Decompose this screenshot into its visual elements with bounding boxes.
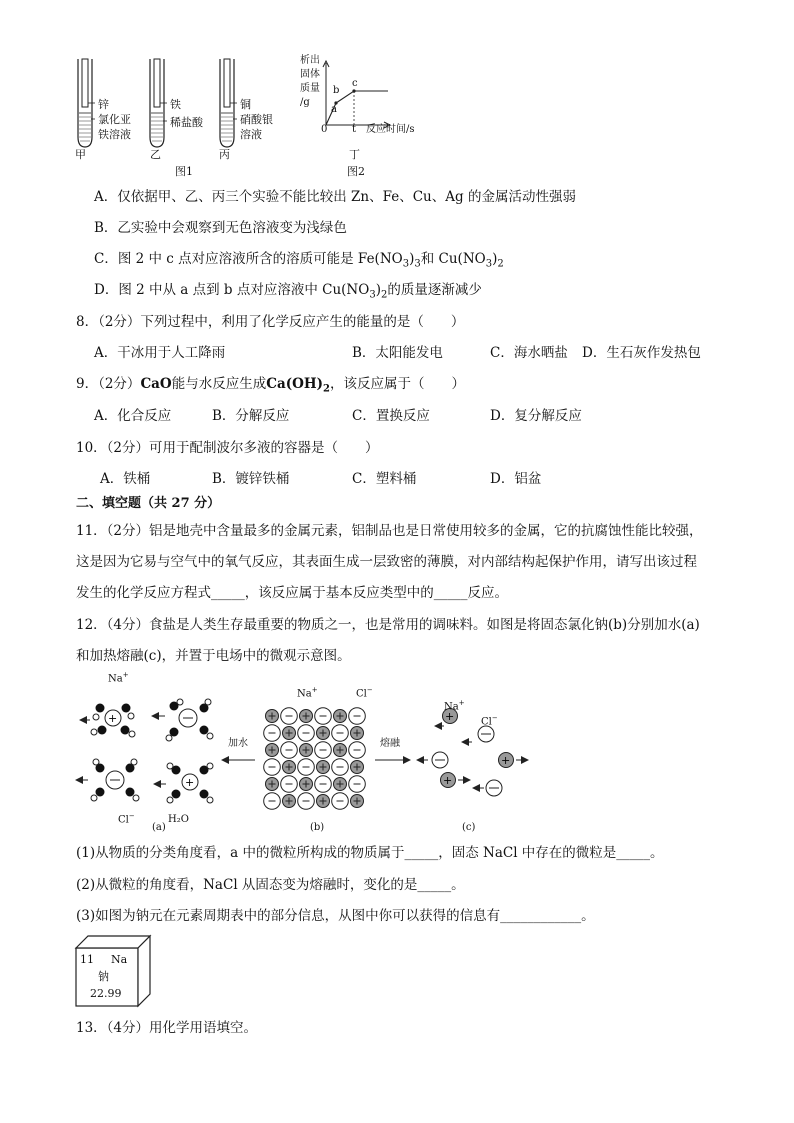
panel-a-hydrated-ions [76,699,213,803]
q11-line-3: 发生的化学反应方程式_____，该反应属于基本反应类型中的_____反应。 [76,585,508,601]
fig2-caption: 图2 [347,165,365,178]
q8-option-b: B．太阳能发电 [352,345,443,361]
q10-stem: 10．（2分）可用于配制波尔多液的容器是（ ） [76,440,379,456]
tube-bing-label-1: 铜 [240,98,251,111]
graph-t-label: t [352,124,357,135]
q7-option-c: C．图 2 中 c 点对应溶液所含的溶质可能是 $Fe(NO_3)_3$和 $Cu(NO_3)_2$ [94,251,504,270]
q12-line-2: 和加热熔融(c)，并置于电场中的微观示意图。 [76,648,351,664]
tube-bing-name: 丙 [219,148,230,161]
graph-point-c: c [352,78,358,89]
fig-c-na-label: Na+ [444,699,465,713]
fig-a-na-label: Na+ [108,671,129,685]
graph-point-b: b [333,85,340,96]
fig-b-na-label: Na+ [297,686,318,700]
q12-sub-3: (3)如图为钠元在元素周期表中的部分信息，从图中你可以获得的信息有____________。 [76,908,595,924]
fig-a-caption: (a) [152,822,166,833]
q8-option-d: D．生石灰作发热包 [582,345,701,361]
svg-text:+: + [185,776,195,789]
svg-text:+: + [501,754,511,767]
fig-b-caption: (b) [310,822,325,833]
test-tube-jia [78,59,95,147]
tube-bing-label-2: 硝酸银 [240,113,273,126]
graph-point-a: a [331,104,337,115]
tube-bing-label-3: 溶液 [240,128,262,141]
q9-stem: 9．（2分）CaO能与水反应生成$Ca(OH)_2$，该反应属于（ ） [76,376,465,395]
tube-yi-label-1: 铁 [170,98,181,111]
svg-text:+: + [445,710,455,723]
svg-text:+: + [443,774,453,787]
fig-a-h2o-label: H₂O [168,814,189,825]
q8-option-a: A．干冰用于人工降雨 [94,345,226,361]
fig-b-cl-label: Cl− [356,686,373,700]
q8-option-c: C．海水晒盐 [490,345,568,361]
graph-origin: 0 [321,124,328,135]
graph-ylabel-2: 固体 [300,69,320,80]
q12-sub-2: (2)从微粒的角度看，NaCl 从固态变为熔融时，变化的是_____。 [76,877,465,893]
q10-option-d: D．铝盆 [490,471,542,487]
q10-option-b: B．镀锌铁桶 [212,471,290,487]
graph-ylabel-4: /g [300,97,310,108]
tube-yi-name: 乙 [150,148,161,161]
q7-option-a: A．仅依据甲、乙、丙三个实验不能比较出 Zn、Fe、Cu、Ag 的金属活动性强弱 [94,189,576,205]
section-2-heading: 二、填空题（共 27 分） [76,496,221,511]
graph-xlabel: 反应时间/s [366,124,415,135]
q10-option-c: C．塑料桶 [352,471,417,487]
tube-jia-label-2: 氯化亚 [98,113,131,126]
q7-option-d: D．图 2 中从 a 点到 b 点对应溶液中 $Cu(NO_3)_2$的质量逐渐减少 [94,282,482,301]
tube-jia-name: 甲 [75,148,86,161]
q10-option-a: A．铁桶 [100,471,151,487]
element-symbol: Na [111,953,128,966]
q12-line-1: 12．（4分）食盐是人类生存最重要的物质之一，也是常用的调味料。如图是将固态氯化钠(b)分别加水(a) [76,617,700,633]
fig-c-cl-label: Cl− [481,714,498,728]
test-tube-bing [220,59,237,147]
q13-stem: 13．（4分）用化学用语填空。 [76,1020,258,1036]
element-name: 钠 [98,970,109,983]
svg-text:+: + [108,712,118,725]
arrow-add-water-label: 加水 [228,738,248,749]
graph-ylabel-3: 质量 [300,83,320,94]
panel-b-ionic-lattice [264,708,366,810]
tube-jia-label-1: 锌 [98,98,109,111]
fig-c-caption: (c) [462,822,476,833]
fig-a-cl-label: Cl− [118,812,135,826]
element-number: 11 [80,953,94,966]
q9-option-a: A．化合反应 [94,408,172,424]
panel-c-molten-ions [417,709,528,797]
q9-option-b: B．分解反应 [212,408,290,424]
q12-sub-1: (1)从物质的分类角度看，a 中的微粒所构成的物质属于_____，固态 NaCl 中存在的微粒是_____。 [76,845,664,861]
q7-option-b: B．乙实验中会观察到无色溶液变为浅绿色 [94,220,347,236]
tube-yi-label-2: 稀盐酸 [170,116,203,129]
q11-line-2: 这是因为它易与空气中的氧气反应，其表面生成一层致密的薄膜，对内部结构起保护作用，请写出该过程 [76,554,697,570]
element-mass: 22.99 [90,987,122,1000]
tube-jia-label-3: 铁溶液 [98,128,131,141]
graph-ylabel-1: 析出 [300,55,320,66]
q8-stem: 8．（2分）下列过程中，利用了化学反应产生的能量的是（ ） [76,314,465,330]
q9-option-d: D．复分解反应 [490,408,582,424]
graph-name: 丁 [349,148,360,161]
q9-option-c: C．置换反应 [352,408,430,424]
q11-line-1: 11．（2分）铝是地壳中含量最多的金属元素，铝制品也是日常使用较多的金属，它的抗腐蚀性能比较强， [76,523,703,539]
test-tube-yi [150,59,167,147]
arrow-melt-label: 熔融 [380,738,400,749]
fig1-caption: 图1 [175,165,193,178]
